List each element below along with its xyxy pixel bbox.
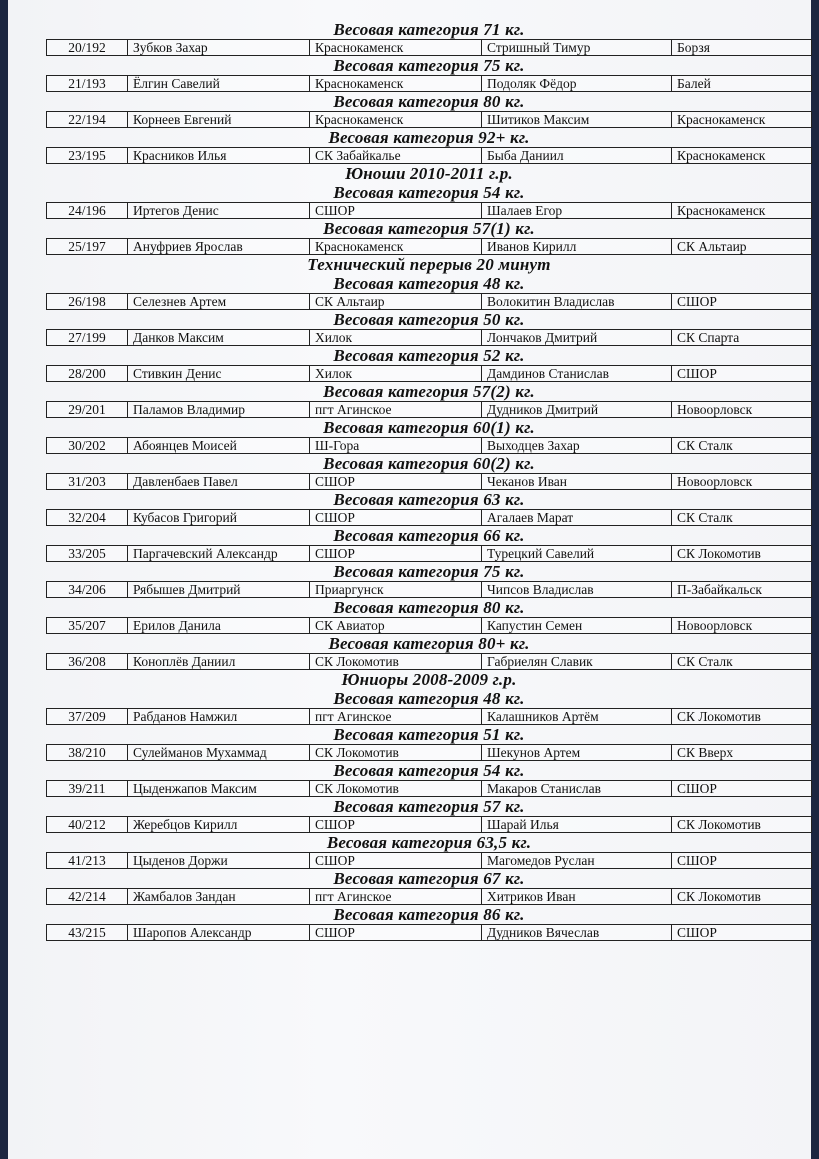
red-athlete: Иртегов Денис <box>128 203 310 218</box>
blue-athlete: Турецкий Савелий <box>482 546 672 561</box>
red-club: СШОР <box>310 203 482 218</box>
blue-club: Новоорловск <box>677 402 753 417</box>
blue-club: СШОР <box>677 853 717 868</box>
bout-number: 39/211 <box>47 781 128 796</box>
blue-club: СК Сталк <box>677 654 733 669</box>
weight-category-heading: Весовая категория 63,5 кг. <box>326 833 532 852</box>
bout-number: 26/198 <box>47 294 128 309</box>
bout-row <box>46 816 812 833</box>
blue-club: Краснокаменск <box>677 148 766 163</box>
red-club: Приаргунск <box>310 582 482 597</box>
blue-club: СК Спарта <box>677 330 740 345</box>
blue-club: СК Сталк <box>677 510 733 525</box>
blue-club: Краснокаменск <box>677 203 766 218</box>
bout-row <box>46 509 812 526</box>
bout-number: 20/192 <box>47 40 128 55</box>
red-athlete: Коноплёв Даниил <box>128 654 310 669</box>
red-athlete: Рябышев Дмитрий <box>128 582 310 597</box>
red-club: СШОР <box>310 474 482 489</box>
red-club: Краснокаменск <box>310 40 482 55</box>
blue-athlete: Шарай Илья <box>482 817 672 832</box>
red-club: Ш-Гора <box>310 438 482 453</box>
red-athlete: Давленбаев Павел <box>128 474 310 489</box>
bout-number: 28/200 <box>47 366 128 381</box>
red-athlete: Зубков Захар <box>128 40 310 55</box>
bout-number: 27/199 <box>47 330 128 345</box>
weight-category-heading: Весовая категория 92+ кг. <box>328 128 530 147</box>
blue-athlete: Шитиков Максим <box>482 112 672 127</box>
bout-number: 35/207 <box>47 618 128 633</box>
bout-number: 37/209 <box>47 709 128 724</box>
blue-athlete: Дудников Вячеслав <box>482 925 672 940</box>
bout-number: 22/194 <box>47 112 128 127</box>
bout-number: 43/215 <box>47 925 128 940</box>
bout-row <box>46 653 812 670</box>
blue-club: Борзя <box>677 40 710 55</box>
section-heading: Юниоры 2008-2009 г.р. <box>341 670 517 689</box>
weight-category-heading: Весовая категория 60(1) кг. <box>323 418 535 437</box>
bout-row <box>46 617 812 634</box>
red-athlete: Ануфриев Ярослав <box>128 239 310 254</box>
red-club: СК Локомотив <box>310 781 482 796</box>
bout-row <box>46 924 812 941</box>
red-club: СК Локомотив <box>310 654 482 669</box>
red-club: СШОР <box>310 925 482 940</box>
red-club: СШОР <box>310 817 482 832</box>
blue-athlete: Чипсов Владислав <box>482 582 672 597</box>
weight-category-heading: Весовая категория 75 кг. <box>333 562 525 581</box>
weight-category-heading: Весовая категория 54 кг. <box>333 183 525 202</box>
bout-row <box>46 329 812 346</box>
red-athlete: Паламов Владимир <box>128 402 310 417</box>
blue-club: СК Локомотив <box>677 709 761 724</box>
blue-athlete: Дудников Дмитрий <box>482 402 672 417</box>
red-athlete: Красников Илья <box>128 148 310 163</box>
red-club: СК Альтаир <box>310 294 482 309</box>
bout-row <box>46 39 812 56</box>
bout-number: 36/208 <box>47 654 128 669</box>
blue-club: СК Локомотив <box>677 889 761 904</box>
blue-club: Краснокаменск <box>677 112 766 127</box>
red-club: СШОР <box>310 853 482 868</box>
red-athlete: Ёлгин Савелий <box>128 76 310 91</box>
section-heading: Технический перерыв 20 минут <box>307 255 551 274</box>
red-club: СШОР <box>310 510 482 525</box>
blue-athlete: Габриелян Славик <box>482 654 672 669</box>
bout-row <box>46 581 812 598</box>
red-club: Краснокаменск <box>310 112 482 127</box>
blue-athlete: Волокитин Владислав <box>482 294 672 309</box>
blue-athlete: Макаров Станислав <box>482 781 672 796</box>
red-club: СШОР <box>310 546 482 561</box>
blue-athlete: Иванов Кирилл <box>482 239 672 254</box>
red-athlete: Цыденов Доржи <box>128 853 310 868</box>
weight-category-heading: Весовая категория 50 кг. <box>333 310 525 329</box>
bout-number: 29/201 <box>47 402 128 417</box>
red-club: пгт Агинское <box>310 889 482 904</box>
weight-category-heading: Весовая категория 86 кг. <box>333 905 525 924</box>
bout-row <box>46 401 812 418</box>
red-athlete: Селезнев Артем <box>128 294 310 309</box>
blue-athlete: Хитриков Иван <box>482 889 672 904</box>
bout-number: 31/203 <box>47 474 128 489</box>
bout-row <box>46 888 812 905</box>
bout-number: 38/210 <box>47 745 128 760</box>
bout-row <box>46 147 812 164</box>
bout-number: 33/205 <box>47 546 128 561</box>
bout-number: 42/214 <box>47 889 128 904</box>
red-club: пгт Агинское <box>310 402 482 417</box>
blue-athlete: Калашников Артём <box>482 709 672 724</box>
weight-category-heading: Весовая категория 80 кг. <box>333 598 525 617</box>
bout-row <box>46 365 812 382</box>
bout-number: 25/197 <box>47 239 128 254</box>
weight-category-heading: Весовая категория 52 кг. <box>333 346 525 365</box>
red-athlete: Корнеев Евгений <box>128 112 310 127</box>
weight-category-heading: Весовая категория 60(2) кг. <box>323 454 535 473</box>
blue-athlete: Магомедов Руслан <box>482 853 672 868</box>
red-athlete: Паргачевский Александр <box>128 546 310 561</box>
blue-athlete: Выходцев Захар <box>482 438 672 453</box>
blue-club: Новоорловск <box>677 618 753 633</box>
blue-athlete: Шалаев Егор <box>482 203 672 218</box>
red-club: пгт Агинское <box>310 709 482 724</box>
weight-category-heading: Весовая категория 75 кг. <box>333 56 525 75</box>
blue-athlete: Стришный Тимур <box>482 40 672 55</box>
weight-category-heading: Весовая категория 67 кг. <box>333 869 525 888</box>
blue-club: СК Локомотив <box>677 546 761 561</box>
bout-row <box>46 780 812 797</box>
bout-number: 23/195 <box>47 148 128 163</box>
blue-club: СК Вверх <box>677 745 734 760</box>
bout-number: 32/204 <box>47 510 128 525</box>
red-club: Хилок <box>310 366 482 381</box>
red-athlete: Шаропов Александр <box>128 925 310 940</box>
blue-club: Балей <box>677 76 711 91</box>
red-club: СК Локомотив <box>310 745 482 760</box>
red-athlete: Абоянцев Моисей <box>128 438 310 453</box>
weight-category-heading: Весовая категория 71 кг. <box>333 20 525 39</box>
weight-category-heading: Весовая категория 80 кг. <box>333 92 525 111</box>
paper-sheet <box>8 0 811 1159</box>
blue-athlete: Подоляк Фёдор <box>482 76 672 91</box>
red-club: СК Забайкалье <box>310 148 482 163</box>
red-athlete: Ерилов Данила <box>128 618 310 633</box>
bout-row <box>46 545 812 562</box>
blue-athlete: Дамдинов Станислав <box>482 366 672 381</box>
red-athlete: Стивкин Денис <box>128 366 310 381</box>
blue-athlete: Капустин Семен <box>482 618 672 633</box>
red-club: СК Авиатор <box>310 618 482 633</box>
red-club: Хилок <box>310 330 482 345</box>
weight-category-heading: Весовая категория 48 кг. <box>333 689 525 708</box>
bout-number: 41/213 <box>47 853 128 868</box>
blue-club: СШОР <box>677 366 717 381</box>
red-athlete: Жеребцов Кирилл <box>128 817 310 832</box>
red-club: Краснокаменск <box>310 76 482 91</box>
bout-row <box>46 708 812 725</box>
blue-athlete: Шекунов Артем <box>482 745 672 760</box>
blue-club: СШОР <box>677 925 717 940</box>
blue-athlete: Агалаев Марат <box>482 510 672 525</box>
bout-row <box>46 293 812 310</box>
weight-category-heading: Весовая категория 80+ кг. <box>328 634 530 653</box>
bout-number: 34/206 <box>47 582 128 597</box>
blue-club: П-Забайкальск <box>677 582 762 597</box>
weight-category-heading: Весовая категория 54 кг. <box>333 761 525 780</box>
blue-club: Новоорловск <box>677 474 753 489</box>
bout-row <box>46 744 812 761</box>
bout-number: 30/202 <box>47 438 128 453</box>
red-athlete: Сулейманов Мухаммад <box>128 745 310 760</box>
bout-row <box>46 238 812 255</box>
red-club: Краснокаменск <box>310 239 482 254</box>
blue-club: СШОР <box>677 781 717 796</box>
bout-number: 21/193 <box>47 76 128 91</box>
red-athlete: Жамбалов Зандан <box>128 889 310 904</box>
weight-category-heading: Весовая категория 63 кг. <box>333 490 525 509</box>
weight-category-heading: Весовая категория 57 кг. <box>333 797 525 816</box>
bout-row <box>46 202 812 219</box>
bout-number: 24/196 <box>47 203 128 218</box>
blue-club: СК Альтаир <box>677 239 747 254</box>
blue-athlete: Чеканов Иван <box>482 474 672 489</box>
section-heading: Юноши 2010-2011 г.р. <box>345 164 513 183</box>
weight-category-heading: Весовая категория 66 кг. <box>333 526 525 545</box>
weight-category-heading: Весовая категория 48 кг. <box>333 274 525 293</box>
bout-schedule <box>46 20 812 941</box>
blue-club: СШОР <box>677 294 717 309</box>
blue-club: СК Локомотив <box>677 817 761 832</box>
red-athlete: Цыденжапов Максим <box>128 781 310 796</box>
weight-category-heading: Весовая категория 51 кг. <box>333 725 525 744</box>
blue-athlete: Лончаков Дмитрий <box>482 330 672 345</box>
bout-row <box>46 852 812 869</box>
weight-category-heading: Весовая категория 57(2) кг. <box>323 382 535 401</box>
bout-number: 40/212 <box>47 817 128 832</box>
bout-row <box>46 75 812 92</box>
bout-row <box>46 437 812 454</box>
red-athlete: Данков Максим <box>128 330 310 345</box>
bout-row <box>46 473 812 490</box>
weight-category-heading: Весовая категория 57(1) кг. <box>323 219 535 238</box>
blue-club: СК Сталк <box>677 438 733 453</box>
red-athlete: Кубасов Григорий <box>128 510 310 525</box>
bout-row <box>46 111 812 128</box>
blue-athlete: Быба Даниил <box>482 148 672 163</box>
red-athlete: Рабданов Намжил <box>128 709 310 724</box>
